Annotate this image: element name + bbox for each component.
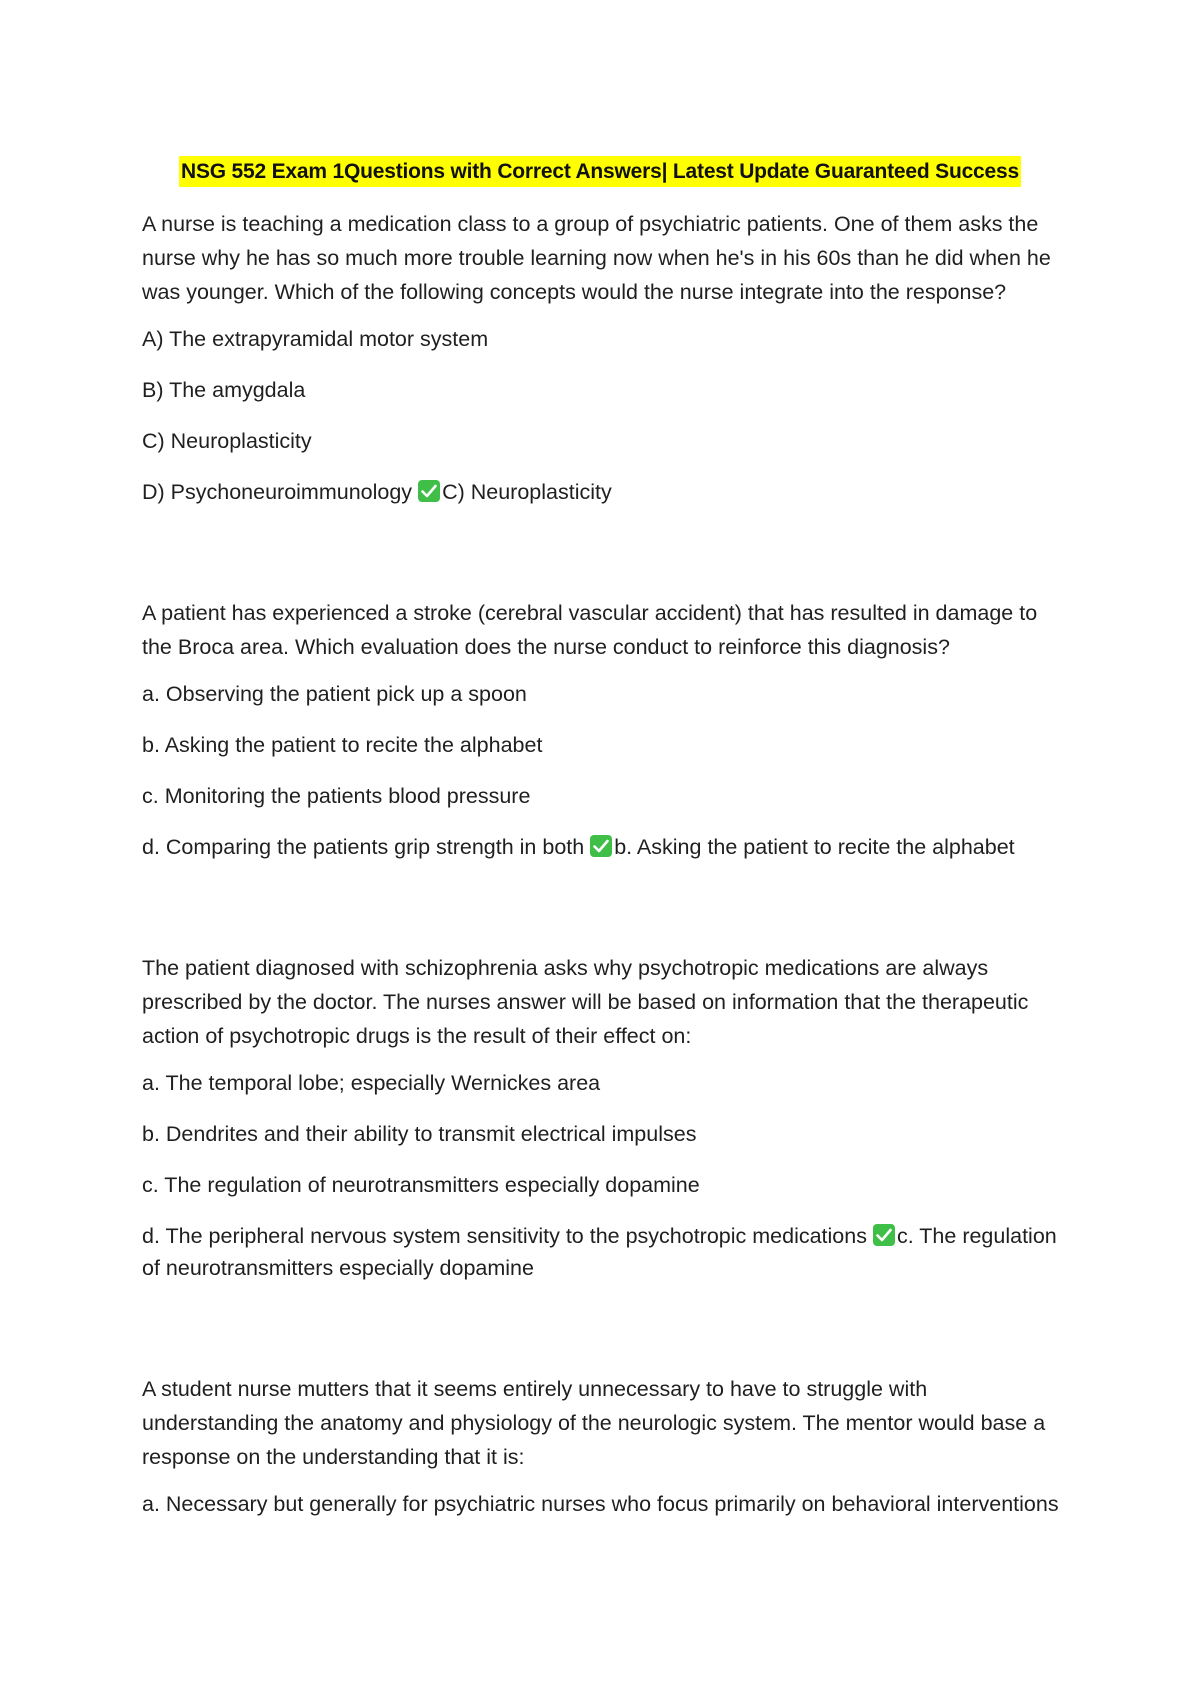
answer-option-with-correct — [142, 1220, 1067, 1284]
question-block-1 — [142, 207, 1067, 508]
answer-option-with-correct — [142, 831, 1067, 863]
check-mark-icon — [418, 480, 440, 502]
correct-answer: b. Asking the patient to recite the alphabet — [614, 835, 1015, 859]
question-block-4 — [142, 1372, 1067, 1520]
answer-option-with-correct — [142, 476, 1067, 508]
answer-option-text: d. The peripheral nervous system sensitivity to the psychotropic medications — [142, 1224, 867, 1248]
answer-option: b. Dendrites and their ability to transmit electrical impulses — [142, 1122, 697, 1146]
answer-option: a. Necessary but generally for psychiatric nurses who focus primarily on behavioral interventions — [142, 1492, 1059, 1516]
answer-option: B) The amygdala — [142, 378, 306, 402]
title-wrapper — [0, 156, 1200, 187]
question-block-2 — [142, 596, 1067, 863]
answer-option: c. Monitoring the patients blood pressure — [142, 784, 531, 808]
question-stem: A patient has experienced a stroke (cerebral vascular accident) that has resulted in damage to the Broca area. Which evaluation does the nurse conduct to reinforce this diagnosis? — [142, 601, 1038, 659]
correct-answer: c. The regulation of neurotransmitters especially dopamine — [142, 1224, 1057, 1280]
correct-answer: C) Neuroplasticity — [442, 480, 612, 504]
check-mark-icon — [873, 1224, 895, 1246]
answer-option: a. Observing the patient pick up a spoon — [142, 682, 527, 706]
answer-option: a. The temporal lobe; especially Wernickes area — [142, 1071, 601, 1095]
answer-option-text: D) Psychoneuroimmunology — [142, 480, 413, 504]
answer-option: c. The regulation of neurotransmitters especially dopamine — [142, 1173, 700, 1197]
question-block-3 — [142, 951, 1067, 1284]
question-stem: The patient diagnosed with schizophrenia asks why psychotropic medications are always prescribed by the doctor. The nurses answer will be based on information that the therapeutic action of psychotropic drugs is the result of their effect on: — [142, 956, 1029, 1048]
document-title: NSG 552 Exam 1Questions with Correct Answers| Latest Update Guaranteed Success — [179, 156, 1021, 187]
answer-option: C) Neuroplasticity — [142, 429, 312, 453]
question-stem: A nurse is teaching a medication class to a group of psychiatric patients. One of them asks the nurse why he has so much more trouble learning now when he's in his 60s than he did when he was younger. Which of the following concepts would the nurse integrate into the response? — [142, 212, 1051, 304]
answer-option: A) The extrapyramidal motor system — [142, 327, 489, 351]
answer-option-text: d. Comparing the patients grip strength in both — [142, 835, 585, 859]
document-content — [142, 207, 1067, 1520]
question-stem: A student nurse mutters that it seems entirely unnecessary to have to struggle with understanding the anatomy and physiology of the neurologic system. The mentor would base a response on the understanding that it is: — [142, 1377, 1046, 1469]
check-mark-icon — [590, 835, 612, 857]
answer-option: b. Asking the patient to recite the alphabet — [142, 733, 543, 757]
